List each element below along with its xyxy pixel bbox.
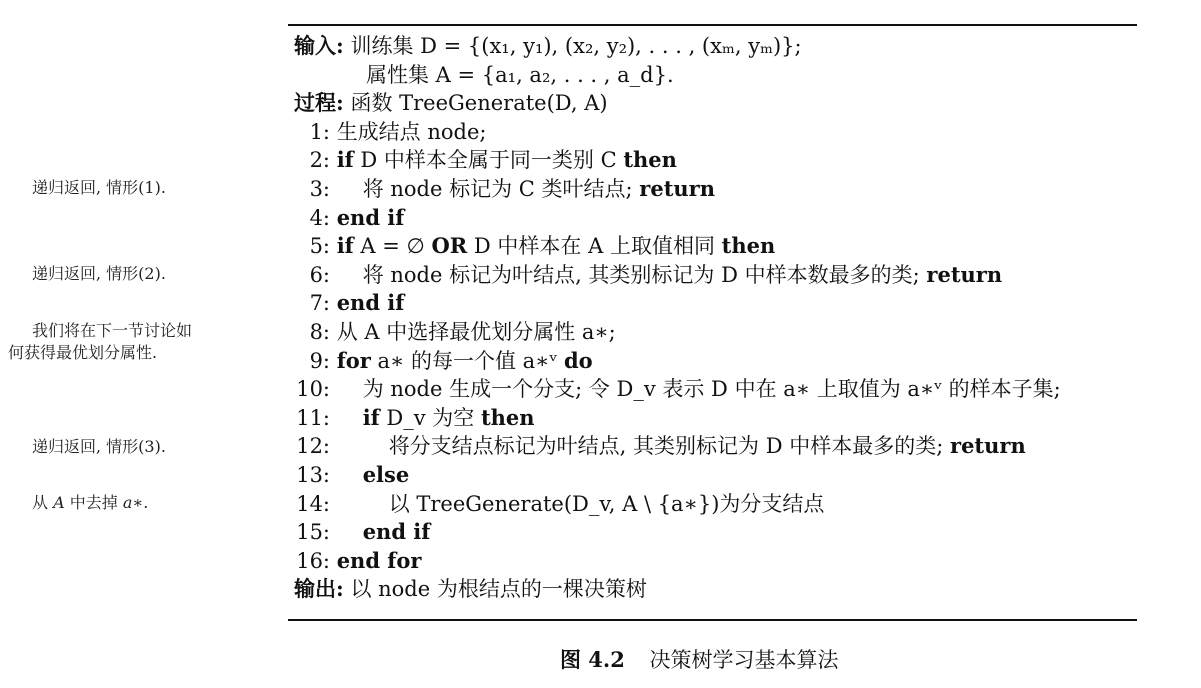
- step-body: [337, 118, 487, 147]
- keyword-then: then: [721, 233, 776, 259]
- step-text: D 中样本全属于同一类别 C: [360, 148, 617, 173]
- side-note-recursion-case-2: [32, 263, 166, 285]
- step-number: 5:: [309, 234, 330, 259]
- step-body: [337, 518, 431, 547]
- keyword-end-if: end if: [336, 290, 405, 316]
- side-note-text: 递归返回, 情形(2).: [32, 264, 166, 283]
- step-body: [337, 404, 535, 433]
- algorithm-step: [294, 347, 1134, 376]
- algorithm-step: [294, 375, 1134, 404]
- step-number: 12:: [296, 434, 330, 459]
- step-text: 以 TreeGenerate(D_v, A \ {a∗})为分支结点: [388, 491, 825, 516]
- algorithm-step: [294, 461, 1134, 490]
- step-number: 10:: [296, 377, 330, 402]
- algorithm-step: [294, 518, 1134, 547]
- keyword-do: do: [563, 347, 593, 373]
- algorithm-step: [294, 175, 1134, 204]
- step-number: 1:: [309, 119, 330, 144]
- algorithm-step: [294, 118, 1134, 147]
- keyword-if: if: [362, 404, 380, 430]
- side-note-text: 递归返回, 情形(3).: [32, 437, 166, 456]
- step-text: D_v 为空: [386, 405, 475, 430]
- keyword-end-if: end if: [362, 519, 431, 545]
- step-body: [337, 232, 776, 261]
- algorithm-process-line: [294, 89, 1134, 118]
- side-note-recursion-case-1: [32, 177, 166, 199]
- algorithm-step: [294, 204, 1134, 233]
- algorithm-input-line-1: [294, 32, 1134, 61]
- step-body: [337, 547, 422, 576]
- step-number: 13:: [296, 462, 330, 487]
- side-note-line: 何获得最优划分属性.: [8, 343, 158, 362]
- step-number: 2:: [309, 148, 330, 173]
- side-note-remove-attribute: [32, 492, 148, 514]
- side-note-recursion-case-3: [32, 436, 166, 458]
- step-text: 生成结点 node;: [336, 119, 487, 144]
- step-number: 14:: [296, 491, 330, 516]
- algorithm-block: [294, 32, 1134, 604]
- step-body: [337, 432, 1026, 461]
- step-number: 3:: [309, 176, 330, 201]
- step-text: 将 node 标记为 C 类叶结点;: [362, 176, 633, 201]
- step-body: [337, 490, 825, 519]
- step-body: [337, 146, 677, 175]
- keyword-else: else: [362, 461, 410, 487]
- side-note-line: 我们将在下一节讨论如: [32, 321, 193, 340]
- step-text: 将分支结点标记为叶结点, 其类别标记为 D 中样本最多的类;: [388, 434, 944, 459]
- step-number: 16:: [296, 548, 330, 573]
- input-text: 属性集 A = {a₁, a₂, . . . , a_d}.: [366, 62, 674, 87]
- step-body: [337, 175, 715, 204]
- side-note-var: a∗.: [122, 493, 149, 512]
- step-text: a∗ 的每一个值 a∗ᵛ: [377, 348, 558, 373]
- keyword-for: for: [336, 347, 371, 373]
- algorithm-step: [294, 404, 1134, 433]
- algorithm-top-rule: [288, 24, 1137, 26]
- keyword-return: return: [950, 433, 1026, 459]
- algorithm-step: [294, 289, 1134, 318]
- keyword-end-if: end if: [336, 204, 405, 230]
- input-label: 输入:: [294, 33, 344, 58]
- algorithm-step: [294, 261, 1134, 290]
- algorithm-step: [294, 490, 1134, 519]
- step-number: 7:: [309, 291, 330, 316]
- step-body: [337, 318, 616, 347]
- step-body: [337, 461, 410, 490]
- step-body: [337, 204, 405, 233]
- step-number: 9:: [309, 348, 330, 373]
- step-text: 从 A 中选择最优划分属性 a∗;: [336, 319, 616, 344]
- step-body: [337, 375, 1061, 404]
- step-body: [337, 289, 405, 318]
- algorithm-bottom-rule: [288, 619, 1137, 621]
- keyword-then: then: [623, 147, 677, 173]
- keyword-if: if: [336, 147, 354, 173]
- algorithm-step: [294, 547, 1134, 576]
- side-note-text: 中去掉: [69, 493, 118, 512]
- process-label: 过程:: [294, 90, 344, 116]
- figure-caption: [560, 644, 839, 674]
- algorithm-step: [294, 318, 1134, 347]
- step-body: [337, 261, 1002, 290]
- step-text: 为 node 生成一个分支; 令 D_v 表示 D 中在 a∗ 上取值为 a∗ᵛ 的样本子集;: [362, 377, 1061, 402]
- keyword-end-for: end for: [336, 547, 422, 573]
- figure-number: 图 4.2: [560, 647, 625, 672]
- step-number: 8:: [309, 319, 330, 344]
- side-note-text: 从: [32, 493, 49, 512]
- output-label: 输出:: [294, 576, 344, 602]
- step-number: 4:: [309, 205, 330, 230]
- step-text: 将 node 标记为叶结点, 其类别标记为 D 中样本数最多的类;: [362, 262, 920, 287]
- algorithm-step: [294, 432, 1134, 461]
- process-text: 函数 TreeGenerate(D, A): [350, 91, 608, 116]
- algorithm-output-line: [294, 575, 1134, 604]
- input-text: 训练集 D = {(x₁, y₁), (x₂, y₂), . . . , (xₘ, yₘ)};: [350, 34, 802, 58]
- step-number: 6:: [309, 262, 330, 287]
- side-note-best-split: [8, 320, 192, 364]
- step-body: [337, 347, 593, 376]
- step-number: 11:: [296, 405, 330, 430]
- side-note-var: A: [53, 493, 65, 512]
- keyword-return: return: [639, 175, 715, 201]
- keyword-return: return: [926, 261, 1003, 287]
- figure-title: 决策树学习基本算法: [649, 648, 839, 672]
- step-condition: A = ∅: [360, 234, 425, 259]
- keyword-if: if: [336, 233, 354, 259]
- output-text: 以 node 为根结点的一棵决策树: [350, 577, 647, 602]
- side-note-text: 递归返回, 情形(1).: [32, 178, 166, 197]
- keyword-then: then: [480, 404, 535, 430]
- keyword-or: OR: [431, 233, 468, 259]
- step-text: D 中样本在 A 上取值相同: [473, 234, 715, 259]
- algorithm-input-line-2: [294, 61, 1134, 90]
- step-number: 15:: [296, 520, 330, 545]
- algorithm-step: [294, 232, 1134, 261]
- algorithm-step: [294, 146, 1134, 175]
